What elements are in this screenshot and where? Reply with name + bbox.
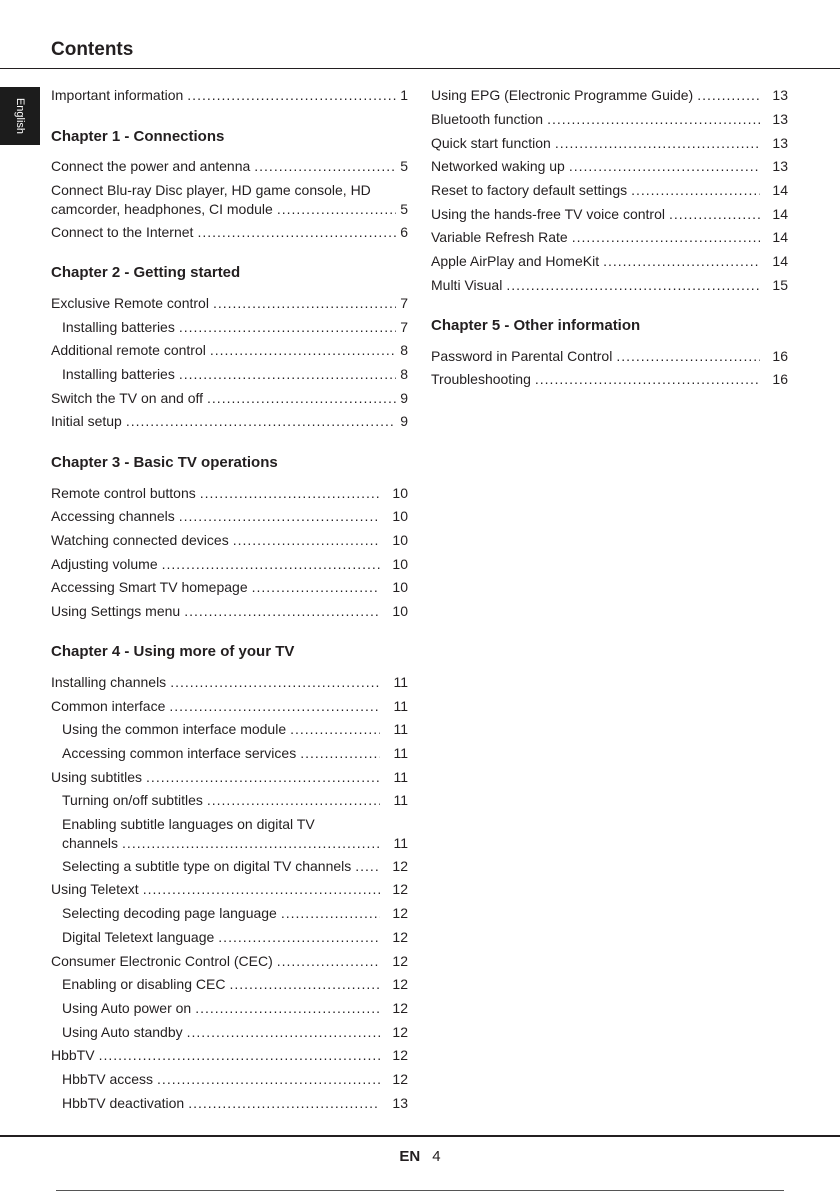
toc-subentry[interactable]: HbbTV access ..... 12 — [62, 1069, 408, 1089]
toc-entry[interactable]: Reset to factory default settings ..... 14 — [431, 180, 788, 200]
toc-subentry[interactable]: Accessing common interface services ..... 11 — [62, 743, 408, 763]
toc-entry[interactable]: Important information ..... 1 — [51, 85, 408, 105]
bottom-divider — [56, 1190, 784, 1191]
chapter-heading: Chapter 3 - Basic TV operations — [51, 454, 278, 471]
toc-subentry[interactable]: Using Auto standby ..... 12 — [62, 1022, 408, 1042]
toc-entry[interactable]: Adjusting volume ..... 10 — [51, 554, 408, 574]
toc-entry[interactable]: HbbTV ..... 12 — [51, 1045, 408, 1065]
toc-entry[interactable]: Connect to the Internet ..... 6 — [51, 222, 408, 242]
chapter-heading: Chapter 2 - Getting started — [51, 264, 241, 281]
toc-subentry[interactable]: Installing batteries ..... 7 — [62, 317, 408, 337]
toc-subentry[interactable]: Selecting decoding page language ..... 12 — [62, 903, 408, 923]
toc-entry[interactable]: Initial setup ..... 9 — [51, 411, 408, 431]
page-title: Contents — [51, 39, 134, 60]
toc-entry[interactable]: Installing channels ..... 11 — [51, 672, 408, 692]
toc-subentry[interactable]: Using Auto power on ..... 12 — [62, 998, 408, 1018]
toc-entry[interactable]: Quick start function ..... 13 — [431, 133, 788, 153]
toc-entry[interactable]: Accessing channels ..... 10 — [51, 506, 408, 526]
header-divider — [0, 68, 840, 69]
chapter-heading: Chapter 5 - Other information — [431, 317, 641, 334]
toc-entry[interactable]: Accessing Smart TV homepage ..... 10 — [51, 577, 408, 597]
toc-entry[interactable]: Password in Parental Control ..... 16 — [431, 346, 788, 366]
toc-subentry[interactable]: Installing batteries ..... 8 — [62, 364, 408, 384]
toc-subentry[interactable]: Digital Teletext language ..... 12 — [62, 927, 408, 947]
toc-subentry[interactable]: Turning on/off subtitles ..... 11 — [62, 790, 408, 810]
toc-entry[interactable]: Apple AirPlay and HomeKit ..... 14 — [431, 251, 788, 271]
toc-entry[interactable]: Using EPG (Electronic Programme Guide) ..... 13 — [431, 85, 788, 105]
toc-subentry[interactable]: Using the common interface module ..... 11 — [62, 719, 408, 739]
language-tab-label: English — [14, 97, 26, 135]
language-tab — [0, 87, 40, 145]
toc-entry[interactable]: Using subtitles ..... 11 — [51, 767, 408, 787]
toc-entry[interactable]: Exclusive Remote control ..... 7 — [51, 293, 408, 313]
toc-entry[interactable]: Using Teletext ..... 12 — [51, 879, 408, 899]
page-number: 4 — [432, 1148, 441, 1165]
toc-entry[interactable]: Troubleshooting ..... 16 — [431, 369, 788, 389]
toc-subentry[interactable]: Enabling subtitle languages on digital TV channels ..... 11 — [62, 815, 408, 853]
toc-entry[interactable]: Using the hands-free TV voice control ..... 14 — [431, 204, 788, 224]
toc-subentry[interactable]: HbbTV deactivation ..... 13 — [62, 1093, 408, 1113]
page-footer — [0, 1147, 840, 1167]
toc-entry[interactable]: Connect Blu-ray Disc player, HD game console, HD camcorder, headphones, CI module ..... 5 — [51, 181, 408, 219]
chapter-heading: Chapter 1 - Connections — [51, 128, 225, 145]
toc-entry[interactable]: Networked waking up ..... 13 — [431, 156, 788, 176]
chapter-heading: Chapter 4 - Using more of your TV — [51, 643, 295, 660]
toc-entry[interactable]: Watching connected devices ..... 10 — [51, 530, 408, 550]
toc-entry[interactable]: Multi Visual ..... 15 — [431, 275, 788, 295]
toc-entry[interactable]: Common interface ..... 11 — [51, 696, 408, 716]
footer-divider — [0, 1135, 840, 1137]
language-code: EN — [399, 1148, 421, 1165]
toc-entry[interactable]: Consumer Electronic Control (CEC) ..... 12 — [51, 951, 408, 971]
toc-subentry[interactable]: Enabling or disabling CEC ..... 12 — [62, 974, 408, 994]
toc-entry[interactable]: Switch the TV on and off ..... 9 — [51, 388, 408, 408]
toc-entry[interactable]: Variable Refresh Rate ..... 14 — [431, 227, 788, 247]
toc-entry[interactable]: Using Settings menu ..... 10 — [51, 601, 408, 621]
toc-entry[interactable]: Additional remote control ..... 8 — [51, 340, 408, 360]
toc-entry[interactable]: Connect the power and antenna ..... 5 — [51, 156, 408, 176]
toc-entry[interactable]: Bluetooth function ..... 13 — [431, 109, 788, 129]
toc-entry[interactable]: Remote control buttons ..... 10 — [51, 483, 408, 503]
toc-subentry[interactable]: Selecting a subtitle type on digital TV channels ..... 12 — [62, 856, 408, 876]
